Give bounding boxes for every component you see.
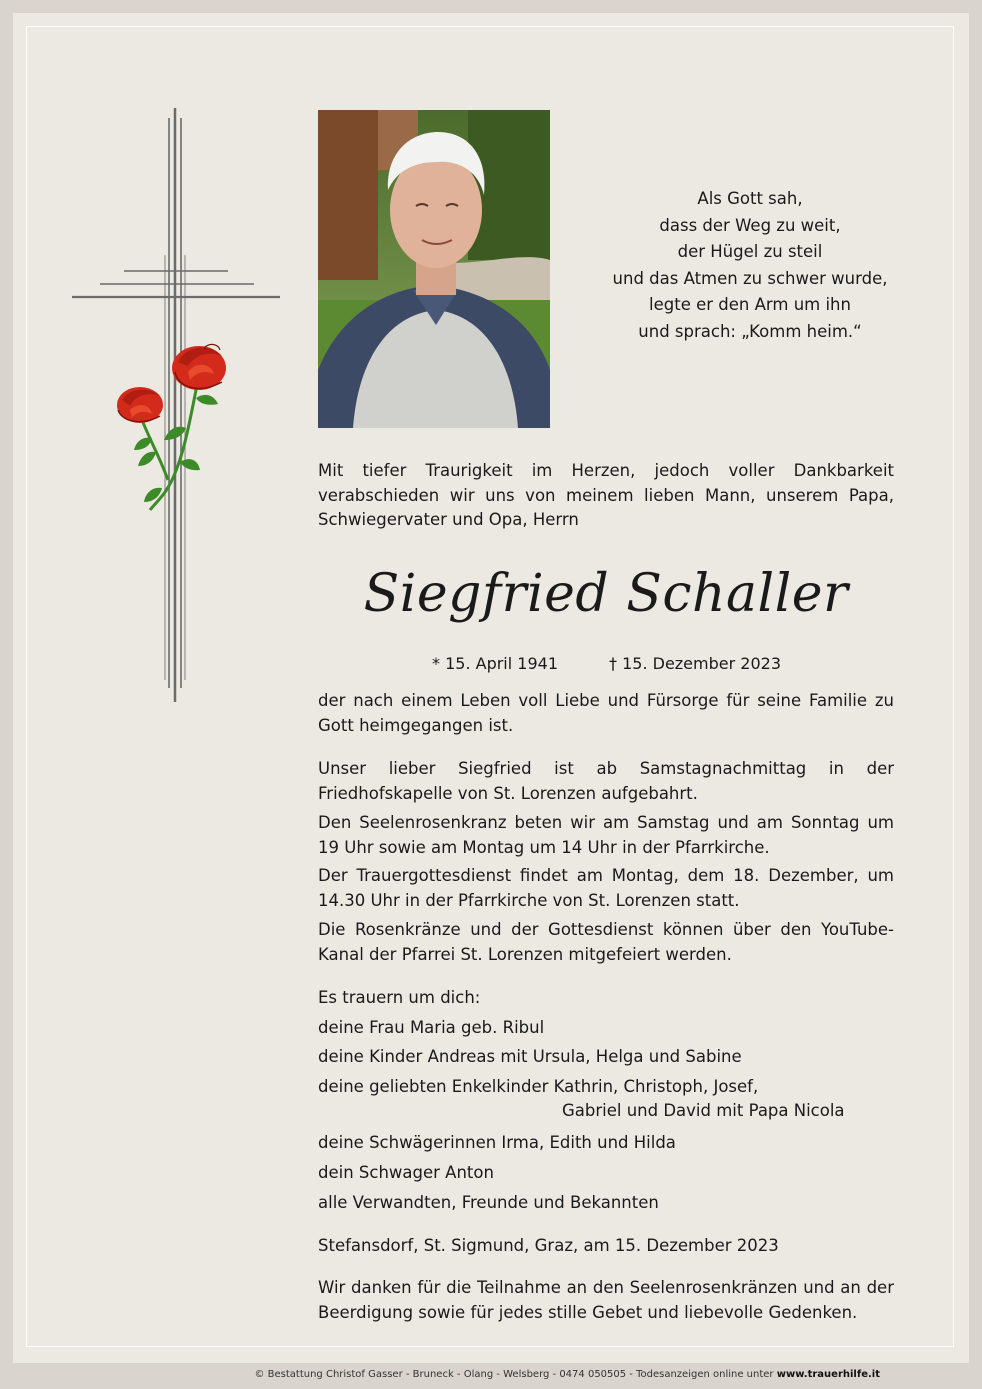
poem-line: und das Atmen zu schwer wurde, [612,268,888,288]
after-name-text: der nach einem Leben voll Liebe und Fürsorge für seine Familie zu Gott heimgegangen ist. [318,691,894,735]
death-date: † 15. Dezember 2023 [609,654,781,673]
paragraph-rosary: Den Seelenrosenkranz beten wir am Samstag und am Sonntag um 19 Uhr sowie am Montag um 14 Uhr in der Pfarrkirche. [318,813,894,857]
mourner-line: Gabriel und David mit Papa Nicola [562,1101,845,1120]
cross-with-roses-icon [0,0,300,720]
deceased-name: Siegfried Schaller [363,564,849,624]
poem-line: Als Gott sah, [697,189,803,208]
poem-line: und sprach: „Komm heim.“ [638,321,862,341]
paragraph-wake: Unser lieber Siegfried ist ab Samstagnachmittag in der Friedhofskapelle von St. Lorenzen aufgebahrt. [318,759,894,803]
place-date: Stefansdorf, St. Sigmund, Graz, am 15. Dezember 2023 [318,1236,779,1255]
mourner-line: deine geliebten Enkelkinder Kathrin, Christoph, Josef, [318,1077,759,1096]
paragraph-youtube: Die Rosenkränze und der Gottesdienst können über den YouTube-Kanal der Pfarrei St. Lorenzen mitgefeiert werden. [318,920,894,964]
poem-line: dass der Weg zu weit, [659,215,841,235]
thanks-text: Wir danken für die Teilnahme an den Seelenrosenkränzen und an der Beerdigung sowie für jedes stille Gebet und liebevolle Gedenken. [318,1278,894,1322]
mourner-line: deine Schwägerinnen Irma, Edith und Hilda [318,1133,676,1152]
birth-date: * 15. April 1941 [432,654,558,673]
mourner-line: deine Frau Maria geb. Ribul [318,1018,545,1037]
portrait-photo [318,110,550,428]
mourner-line: alle Verwandten, Freunde und Bekannten [318,1193,659,1212]
footer-link[interactable]: www.trauerhilfe.it [776,1369,880,1380]
mourner-line: dein Schwager Anton [318,1163,494,1182]
footer [0,1368,880,1382]
paragraph-service: Der Trauergottesdienst findet am Montag, dem 18. Dezember, um 14.30 Uhr in der Pfarrkirche von St. Lorenzen statt. [318,866,894,910]
poem [590,186,910,345]
footer-text: © Bestattung Christof Gasser - Bruneck - Olang - Welsberg - 0474 050505 - Todesanzeigen online unter [254,1369,777,1380]
intro-text: Mit tiefer Traurigkeit im Herzen, jedoch voller Dankbarkeit verabschieden wir uns von meinem lieben Mann, unserem Papa, Schwiegervater und Opa, Herrn [318,461,894,529]
poem-line: der Hügel zu steil [677,242,823,261]
mourner-line: deine Kinder Andreas mit Ursula, Helga und Sabine [318,1047,742,1066]
mourners-heading: Es trauern um dich: [318,988,481,1007]
poem-line: legte er den Arm um ihn [649,295,851,314]
